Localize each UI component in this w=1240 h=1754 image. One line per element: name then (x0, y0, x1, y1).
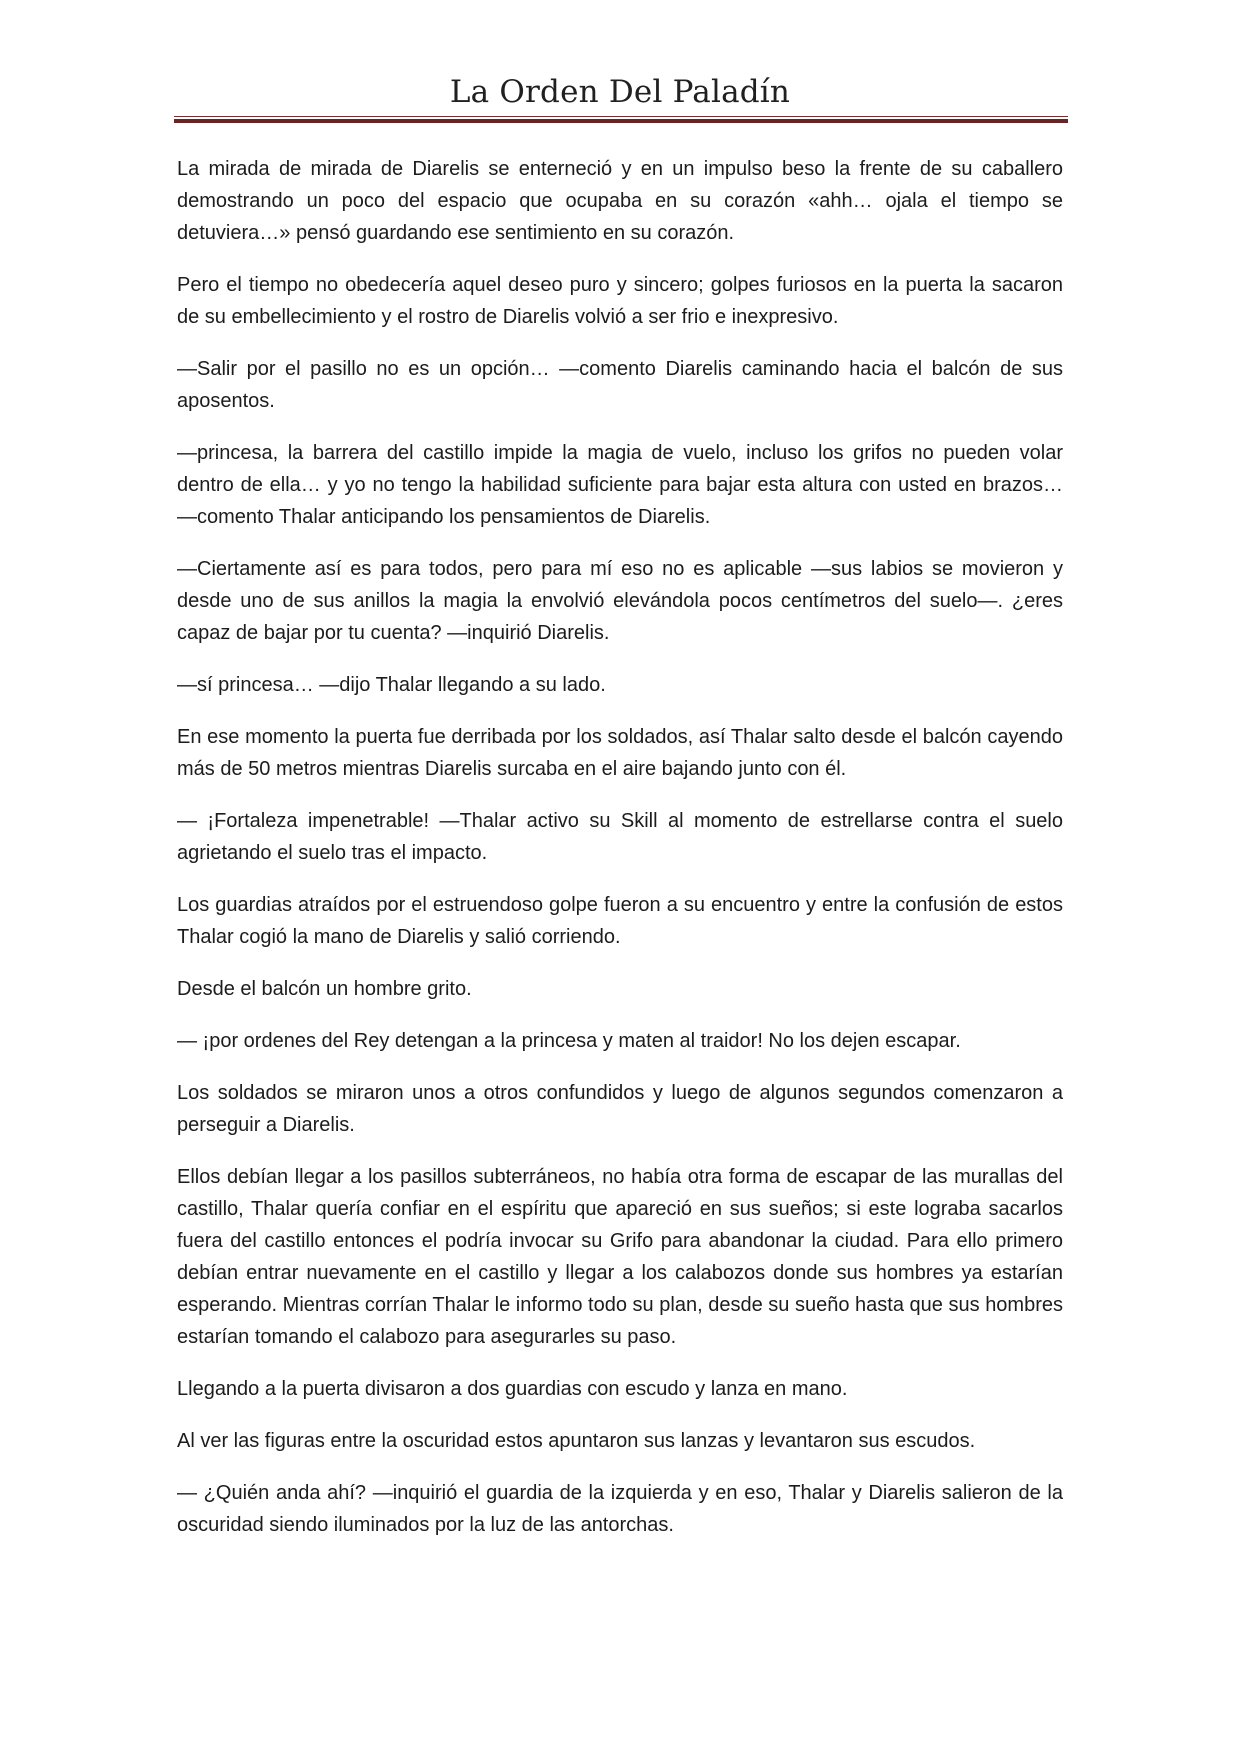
paragraph: Al ver las figuras entre la oscuridad estos apuntaron sus lanzas y levantaron sus escudos. (177, 1430, 976, 1452)
paragraph: —Ciertamente así es para todos, pero para mí eso no es aplicable —sus labios se movieron y desde uno de sus anillos la magia la envolvió elevándola pocos centímetros del suelo—. ¿eres capaz de bajar por tu cuenta? —inquirió Diarelis. (177, 558, 1063, 644)
paragraph: La mirada de mirada de Diarelis se enterneció y en un impulso beso la frente de su caballero demostrando un poco del espacio que ocupaba en su corazón «ahh… ojala el tiempo se detuviera…» pensó guardando ese sentimiento en su corazón. (177, 158, 1063, 244)
paragraph: —sí princesa… —dijo Thalar llegando a su lado. (177, 674, 606, 696)
body-text (177, 153, 1063, 1561)
header-rule-thick (174, 119, 1068, 123)
paragraph: — ¡Fortaleza impenetrable! —Thalar activo su Skill al momento de estrellarse contra el suelo agrietando el suelo tras el impacto. (177, 810, 1063, 864)
paragraph: En ese momento la puerta fue derribada por los soldados, así Thalar salto desde el balcón cayendo más de 50 metros mientras Diarelis surcaba en el aire bajando junto con él. (177, 726, 1063, 780)
paragraph: — ¿Quién anda ahí? —inquirió el guardia de la izquierda y en eso, Thalar y Diarelis salieron de la oscuridad siendo iluminados por la luz de las antorchas. (177, 1482, 1063, 1536)
header-rule-thin (174, 116, 1068, 117)
paragraph: — ¡por ordenes del Rey detengan a la princesa y maten al traidor! No los dejen escapar. (177, 1030, 961, 1052)
paragraph: Los soldados se miraron unos a otros confundidos y luego de algunos segundos comenzaron a perseguir a Diarelis. (177, 1082, 1063, 1136)
paragraph: —Salir por el pasillo no es un opción… —comento Diarelis caminando hacia el balcón de sus aposentos. (177, 358, 1063, 412)
page-header-title: La Orden Del Paladín (449, 74, 791, 110)
paragraph: Llegando a la puerta divisaron a dos guardias con escudo y lanza en mano. (177, 1378, 848, 1400)
paragraph: —princesa, la barrera del castillo impide la magia de vuelo, incluso los grifos no pueden volar dentro de ella… y yo no tengo la habilidad suficiente para bajar esta altura con usted en brazos… —comento Thalar anticipando los pensamientos de Diarelis. (177, 442, 1063, 528)
paragraph: Desde el balcón un hombre grito. (177, 978, 472, 1000)
paragraph: Ellos debían llegar a los pasillos subterráneos, no había otra forma de escapar de las murallas del castillo, Thalar quería confiar en el espíritu que apareció en sus sueños; si este lograba sacarlos fuera del castillo entonces el podría invocar su Grifo para abandonar la ciudad. Para ello primero debían entrar nuevamente en el castillo y llegar a los calabozos donde sus hombres ya estarían esperando. Mientras corrían Thalar le informo todo su plan, desde su sueño hasta que sus hombres estarían tomando el calabozo para asegurarles su paso. (177, 1166, 1063, 1348)
paragraph: Los guardias atraídos por el estruendoso golpe fueron a su encuentro y entre la confusión de estos Thalar cogió la mano de Diarelis y salió corriendo. (177, 894, 1063, 948)
paragraph: Pero el tiempo no obedecería aquel deseo puro y sincero; golpes furiosos en la puerta la sacaron de su embellecimiento y el rostro de Diarelis volvió a ser frio e inexpresivo. (177, 274, 1063, 328)
